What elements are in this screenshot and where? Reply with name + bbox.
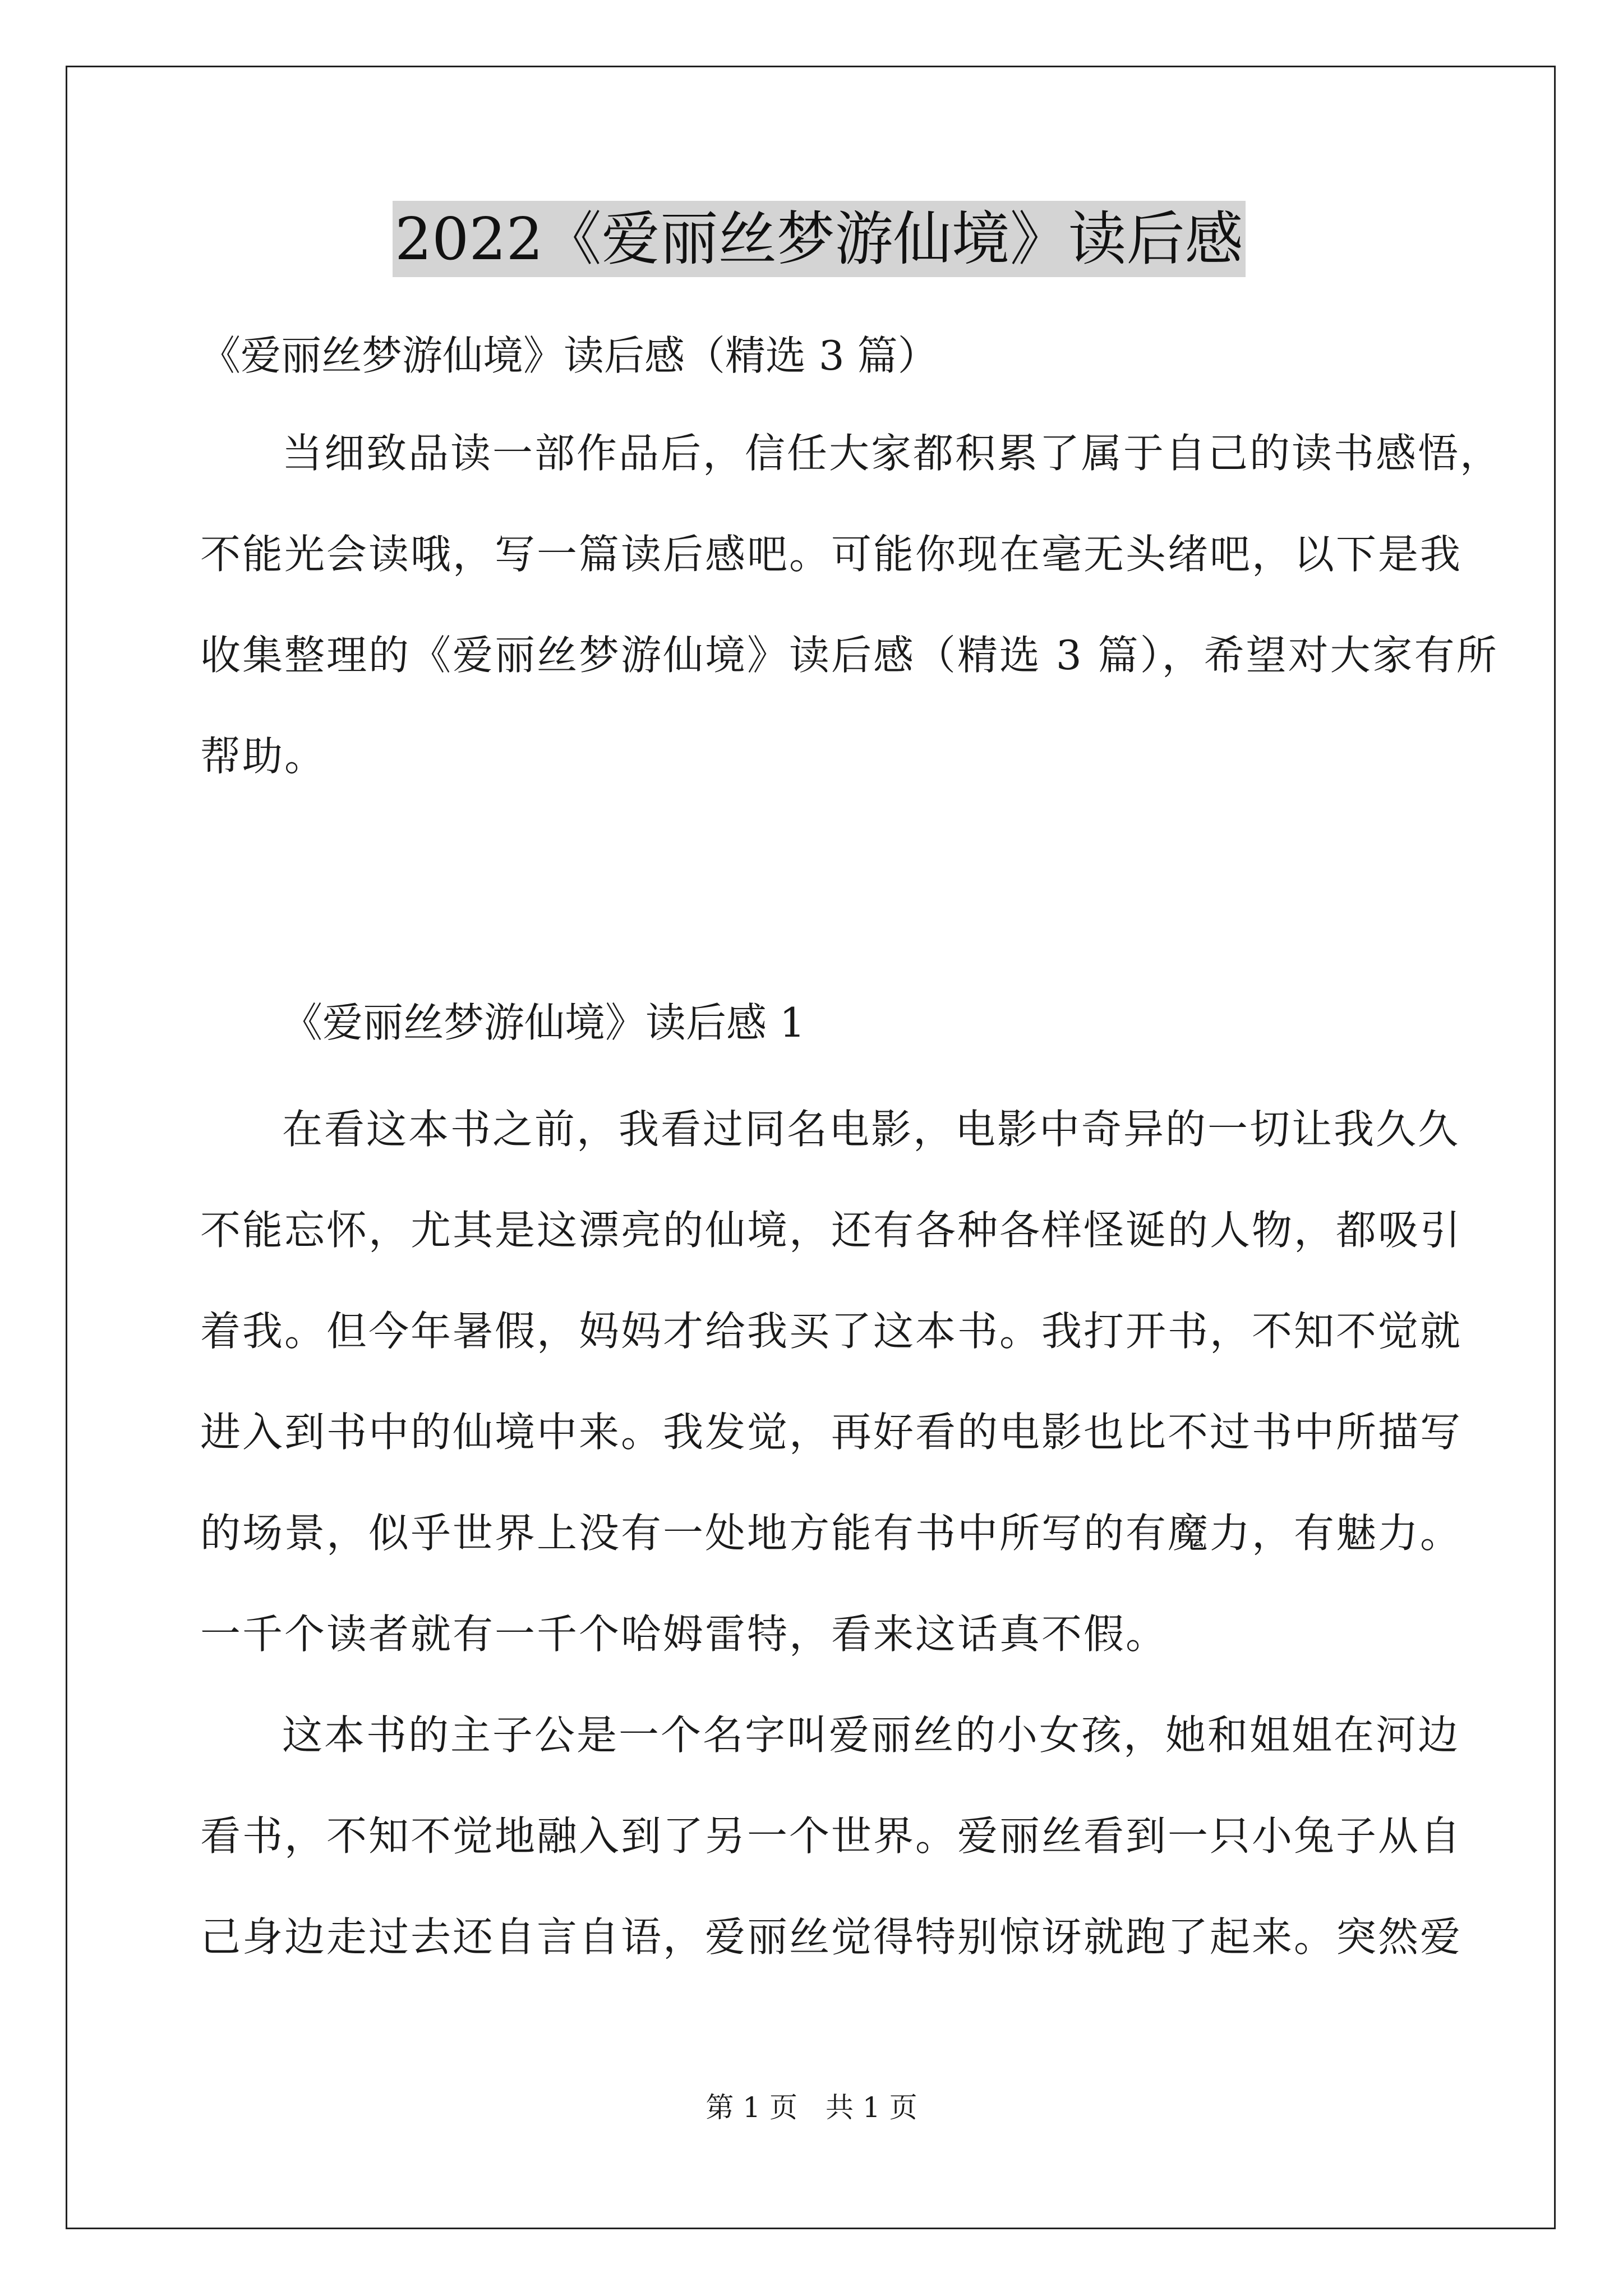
paragraph1-line-3: 着我。但今年暑假，妈妈才给我买了这本书。我打开书，不知不觉就 (200, 1308, 1463, 1355)
paragraph1-line-6: 一千个读者就有一千个哈姆雷特，看来这话真不假。 (200, 1611, 1168, 1658)
section-heading: 《爱丽丝梦游仙境》读后感 1 (282, 999, 805, 1046)
paragraph1-line-5: 的场景，似乎世界上没有一处地方能有书中所写的有魔力，有魅力。 (200, 1510, 1463, 1557)
document-subtitle: 《爱丽丝梦游仙境》读后感（精选 3 篇） (200, 332, 938, 379)
paragraph1-line-1: 在看这本书之前，我看过同名电影，电影中奇异的一切让我久久 (282, 1106, 1460, 1153)
intro-line-3: 收集整理的《爱丽丝梦游仙境》读后感（精选 3 篇），希望对大家有所 (200, 632, 1498, 679)
paragraph1-line-2: 不能忘怀，尤其是这漂亮的仙境，还有各种各样怪诞的人物，都吸引 (200, 1207, 1463, 1254)
intro-line-2: 不能光会读哦，写一篇读后感吧。可能你现在毫无头绪吧，以下是我 (200, 531, 1463, 578)
paragraph1-line-4: 进入到书中的仙境中来。我发觉，再好看的电影也比不过书中所描写 (200, 1409, 1463, 1456)
document-title: 2022《爱丽丝梦游仙境》读后感 (393, 201, 1246, 277)
paragraph2-line-1: 这本书的主子公是一个名字叫爱丽丝的小女孩，她和姐姐在河边 (282, 1711, 1460, 1759)
intro-line-1: 当细致品读一部作品后，信任大家都积累了属于自己的读书感悟， (282, 430, 1502, 477)
intro-line-4: 帮助。 (200, 733, 327, 780)
paragraph2-line-3: 己身边走过去还自言自语，爱丽丝觉得特别惊讶就跑了起来。突然爱 (200, 1913, 1463, 1961)
paragraph2-line-2: 看书，不知不觉地融入到了另一个世界。爱丽丝看到一只小兔子从自 (200, 1812, 1463, 1860)
page-footer: 第 1 页 共 1 页 (706, 2091, 917, 2124)
